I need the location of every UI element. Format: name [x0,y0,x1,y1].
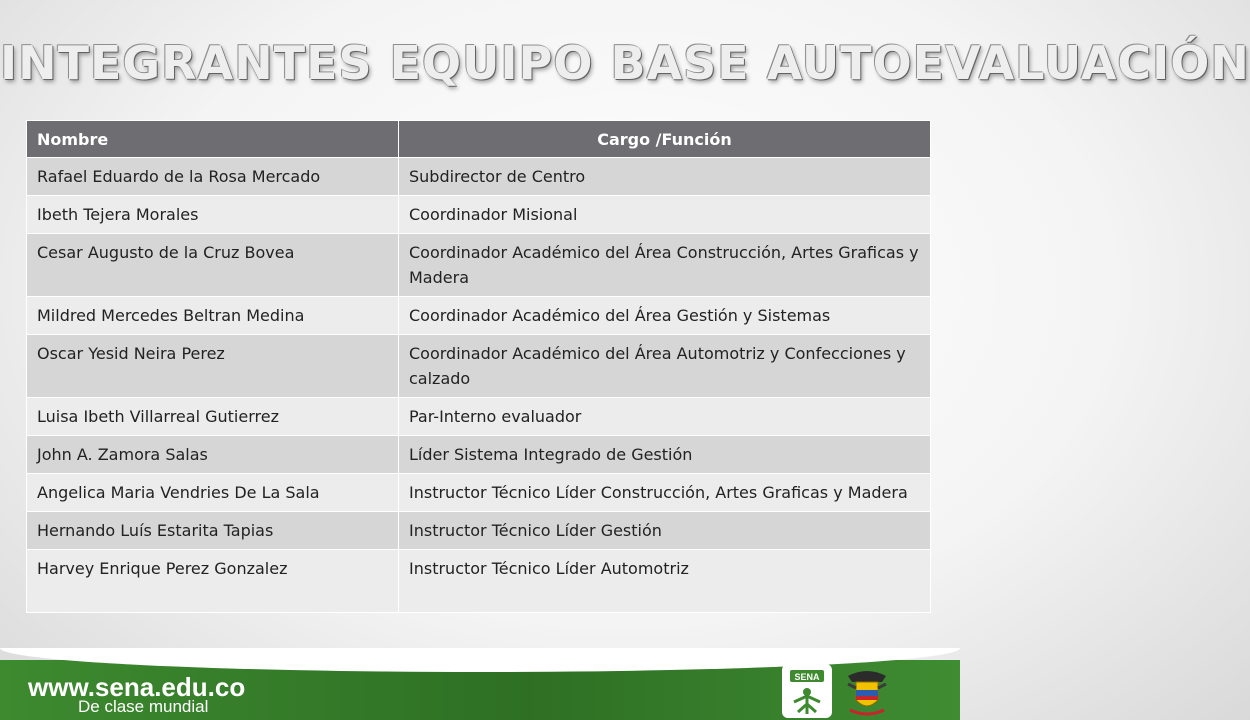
cell-nombre: Cesar Augusto de la Cruz Bovea [27,234,399,297]
table-row [27,234,931,297]
team-table-container [26,120,930,613]
cell-cargo: Coordinador Misional [399,196,931,234]
header-nombre: Nombre [27,121,399,158]
header-cargo: Cargo /Función [399,121,931,158]
cell-cargo: Instructor Técnico Líder Automotriz [399,550,931,613]
cell-nombre: Ibeth Tejera Morales [27,196,399,234]
team-table [26,120,931,613]
slide-title: INTEGRANTES EQUIPO BASE AUTOEVALUACIÓN [0,36,1250,90]
table-row [27,196,931,234]
svg-text:SENA: SENA [794,672,820,682]
sena-logo-icon [782,664,832,718]
cell-cargo: Par-Interno evaluador [399,398,931,436]
cell-cargo: Coordinador Académico del Área Automotriz y Confecciones y calzado [399,335,931,398]
table-row [27,474,931,512]
table-header-row [27,121,931,158]
table-row [27,158,931,196]
cell-cargo: Líder Sistema Integrado de Gestión [399,436,931,474]
cell-nombre: John A. Zamora Salas [27,436,399,474]
cell-cargo: Coordinador Académico del Área Construcción, Artes Graficas y Madera [399,234,931,297]
cell-cargo: Instructor Técnico Líder Construcción, Artes Graficas y Madera [399,474,931,512]
cell-nombre: Harvey Enrique Perez Gonzalez [27,550,399,613]
footer-tagline: De clase mundial [78,697,209,716]
cell-nombre: Oscar Yesid Neira Perez [27,335,399,398]
cell-nombre: Mildred Mercedes Beltran Medina [27,297,399,335]
table-row [27,335,931,398]
table-row [27,512,931,550]
table-row [27,398,931,436]
cell-cargo: Subdirector de Centro [399,158,931,196]
cell-nombre: Rafael Eduardo de la Rosa Mercado [27,158,399,196]
cell-cargo: Instructor Técnico Líder Gestión [399,512,931,550]
footer-url[interactable]: www.sena.edu.co [28,672,246,702]
table-row [27,297,931,335]
cell-cargo: Coordinador Académico del Área Gestión y Sistemas [399,297,931,335]
cell-nombre: Hernando Luís Estarita Tapias [27,512,399,550]
cell-nombre: Luisa Ibeth Villarreal Gutierrez [27,398,399,436]
table-row [27,436,931,474]
table-row [27,550,931,613]
cell-nombre: Angelica Maria Vendries De La Sala [27,474,399,512]
colombia-coat-of-arms-icon [844,666,890,718]
